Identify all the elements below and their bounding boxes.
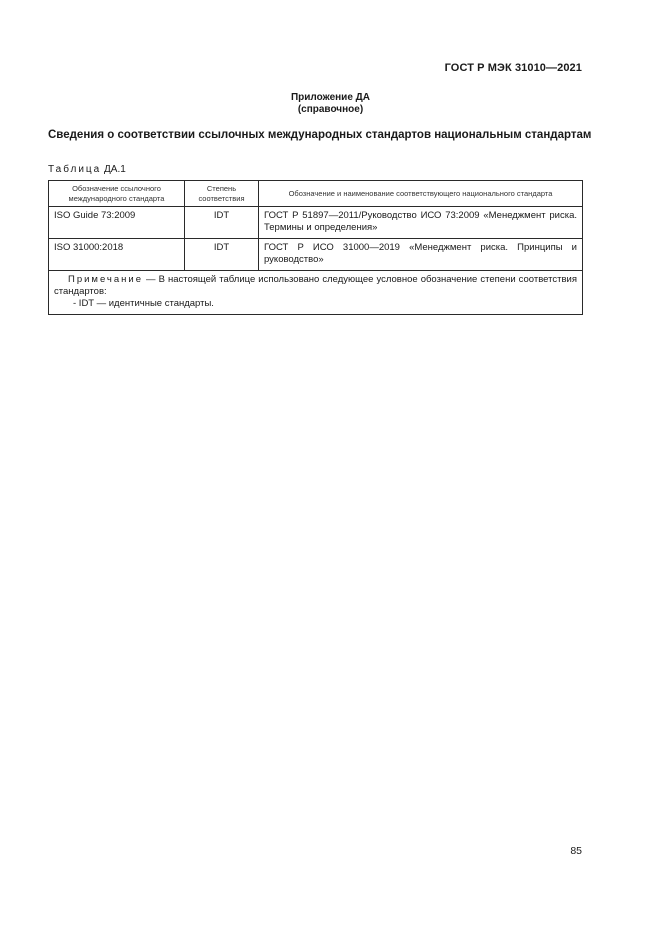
note-item: - IDT — идентичные стандарты. [73, 298, 214, 309]
appendix-subtitle: (справочное) [297, 104, 364, 115]
table-caption-word: Таблица [48, 164, 102, 175]
document-code: ГОСТ Р МЭК 31010—2021 [444, 62, 582, 74]
standards-table [48, 180, 583, 315]
table-note-row [49, 271, 583, 315]
table-row [49, 239, 583, 271]
table-note [49, 271, 583, 315]
cell-standard: ISO Guide 73:2009 [49, 207, 185, 239]
cell-standard: ISO 31000:2018 [49, 239, 185, 271]
note-lead: Примечание [68, 274, 143, 285]
table-header-row [49, 181, 583, 207]
section-title: Сведения о соответствии ссылочных международных стандартов национальным стандартам [48, 129, 592, 141]
note-text: — В настоящей таблице использовано следующее условное обозначение степени соответствия стандартов: [54, 274, 577, 297]
table-row [49, 207, 583, 239]
header-degree: Степень соответствия [185, 181, 259, 207]
table-caption-number: ДА.1 [104, 164, 126, 175]
appendix-title: Приложение ДА [290, 92, 371, 103]
cell-national: ГОСТ Р 51897—2011/Руководство ИСО 73:2009 «Менеджмент риска. Термины и определения» [259, 207, 583, 239]
header-international-standard: Обозначение ссылочного международного стандарта [49, 181, 185, 207]
header-national-standard: Обозначение и наименование соответствующего национального стандарта [259, 181, 583, 207]
table-caption [48, 164, 126, 175]
page-number: 85 [570, 845, 582, 857]
cell-degree: IDT [185, 207, 259, 239]
cell-national: ГОСТ Р ИСО 31000—2019 «Менеджмент риска. Принципы и руководство» [259, 239, 583, 271]
cell-degree: IDT [185, 239, 259, 271]
